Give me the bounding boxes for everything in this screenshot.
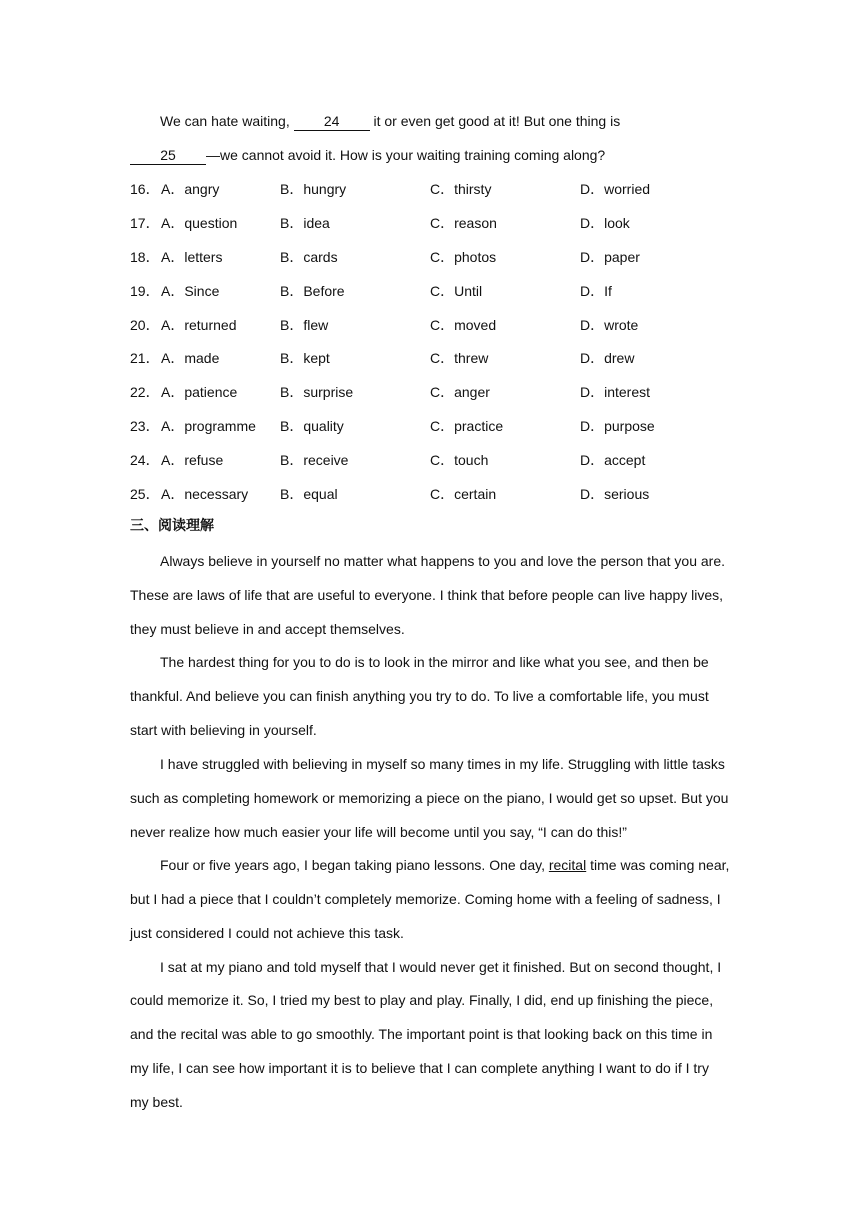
passage-line: thankful. And believe you can finish anything you try to do. To live a comfortable life, you must <box>130 688 709 704</box>
passage-line: I have struggled with believing in myself so many times in my life. Struggling with little tasks <box>160 756 725 772</box>
option-a: A．question <box>161 215 238 231</box>
option-a: A．Since <box>161 283 220 299</box>
passage-line: they must believe in and accept themselves. <box>130 621 405 637</box>
option-row <box>130 247 730 267</box>
option-a: A．angry <box>161 181 220 197</box>
section-heading: 三、阅读理解 <box>130 518 214 534</box>
cloze-text: it or even get good at it! But one thing is <box>373 113 621 129</box>
option-row <box>130 484 730 504</box>
option-c: C．reason <box>430 215 497 231</box>
question-number: 21． <box>130 350 160 366</box>
option-a: A．refuse <box>161 452 224 468</box>
option-row <box>130 315 730 335</box>
option-a: A．programme <box>161 418 256 434</box>
question-number: 19． <box>130 283 160 299</box>
option-d: D．worried <box>580 181 651 197</box>
passage-line: and the recital was able to go smoothly. The important point is that looking back on this time in <box>130 1026 713 1042</box>
option-b: B．receive <box>280 452 349 468</box>
option-b: B．idea <box>280 215 330 231</box>
blank-25: 25 <box>130 147 206 165</box>
option-d: D．look <box>580 215 630 231</box>
question-number: 20． <box>130 317 160 333</box>
cloze-text: —we cannot avoid it. How is your waiting training coming along? <box>206 147 606 163</box>
option-a: A．returned <box>161 317 237 333</box>
option-d: D．If <box>580 283 612 299</box>
option-b: B．surprise <box>280 384 354 400</box>
option-b: B．kept <box>280 350 330 366</box>
passage-line: The hardest thing for you to do is to look in the mirror and like what you see, and then be <box>160 654 709 670</box>
question-number: 23． <box>130 418 160 434</box>
cloze-line-2 <box>130 145 730 165</box>
option-d: D．wrote <box>580 317 639 333</box>
passage-line: Always believe in yourself no matter what happens to you and love the person that you are. <box>160 553 726 569</box>
option-b: B．flew <box>280 317 329 333</box>
question-number: 16． <box>130 181 160 197</box>
option-row <box>130 179 730 199</box>
passage-line: I sat at my piano and told myself that I would never get it finished. But on second thought, I <box>160 959 722 975</box>
option-a: A．letters <box>161 249 223 265</box>
option-a: A．made <box>161 350 220 366</box>
question-number: 25． <box>130 486 160 502</box>
question-number: 24． <box>130 452 160 468</box>
option-b: B．cards <box>280 249 338 265</box>
passage-line: my best. <box>130 1094 183 1110</box>
passage-line: just considered I could not achieve this task. <box>130 925 404 941</box>
cloze-line-1 <box>130 111 730 131</box>
option-c: C．touch <box>430 452 489 468</box>
option-a: A．patience <box>161 384 238 400</box>
option-b: B．Before <box>280 283 345 299</box>
passage-line: could memorize it. So, I tried my best to play and play. Finally, I did, end up finishing the piece, <box>130 992 714 1008</box>
passage-line: such as completing homework or memorizing a piece on the piano, I would get so upset. But you <box>130 790 729 806</box>
passage-line: but I had a piece that I couldn’t completely memorize. Coming home with a feeling of sadness, I <box>130 891 721 907</box>
option-c: C．moved <box>430 317 497 333</box>
option-d: D．paper <box>580 249 640 265</box>
option-row <box>130 348 730 368</box>
option-d: D．serious <box>580 486 650 502</box>
option-row <box>130 416 730 436</box>
option-c: C．threw <box>430 350 489 366</box>
option-row <box>130 213 730 233</box>
question-number: 17． <box>130 215 160 231</box>
passage-line: never realize how much easier your life will become until you say, “I can do this!” <box>130 824 627 840</box>
option-c: C．Until <box>430 283 483 299</box>
question-number: 22． <box>130 384 160 400</box>
option-c: C．certain <box>430 486 497 502</box>
option-row <box>130 281 730 301</box>
underlined-word-recital: recital <box>548 857 587 873</box>
option-d: D．interest <box>580 384 651 400</box>
passage-text: time was coming near, <box>590 857 730 873</box>
option-d: D．accept <box>580 452 646 468</box>
option-c: C．photos <box>430 249 497 265</box>
passage-line: start with believing in yourself. <box>130 722 317 738</box>
option-b: B．quality <box>280 418 344 434</box>
cloze-text: We can hate waiting, <box>160 113 290 129</box>
option-c: C．practice <box>430 418 504 434</box>
question-number: 18． <box>130 249 160 265</box>
passage-text: Four or five years ago, I began taking piano lessons. One day, <box>160 857 545 873</box>
option-row <box>130 450 730 470</box>
option-b: B．hungry <box>280 181 347 197</box>
option-d: D．purpose <box>580 418 655 434</box>
option-row <box>130 382 730 402</box>
option-d: D．drew <box>580 350 635 366</box>
option-c: C．thirsty <box>430 181 492 197</box>
option-a: A．necessary <box>161 486 249 502</box>
option-b: B．equal <box>280 486 338 502</box>
passage-line: These are laws of life that are useful to everyone. I think that before people can live happy lives, <box>130 587 724 603</box>
passage-line: my life, I can see how important it is to believe that I can complete anything I want to do if I try <box>130 1060 709 1076</box>
blank-24: 24 <box>294 113 370 131</box>
passage-line <box>130 855 730 875</box>
option-c: C．anger <box>430 384 490 400</box>
